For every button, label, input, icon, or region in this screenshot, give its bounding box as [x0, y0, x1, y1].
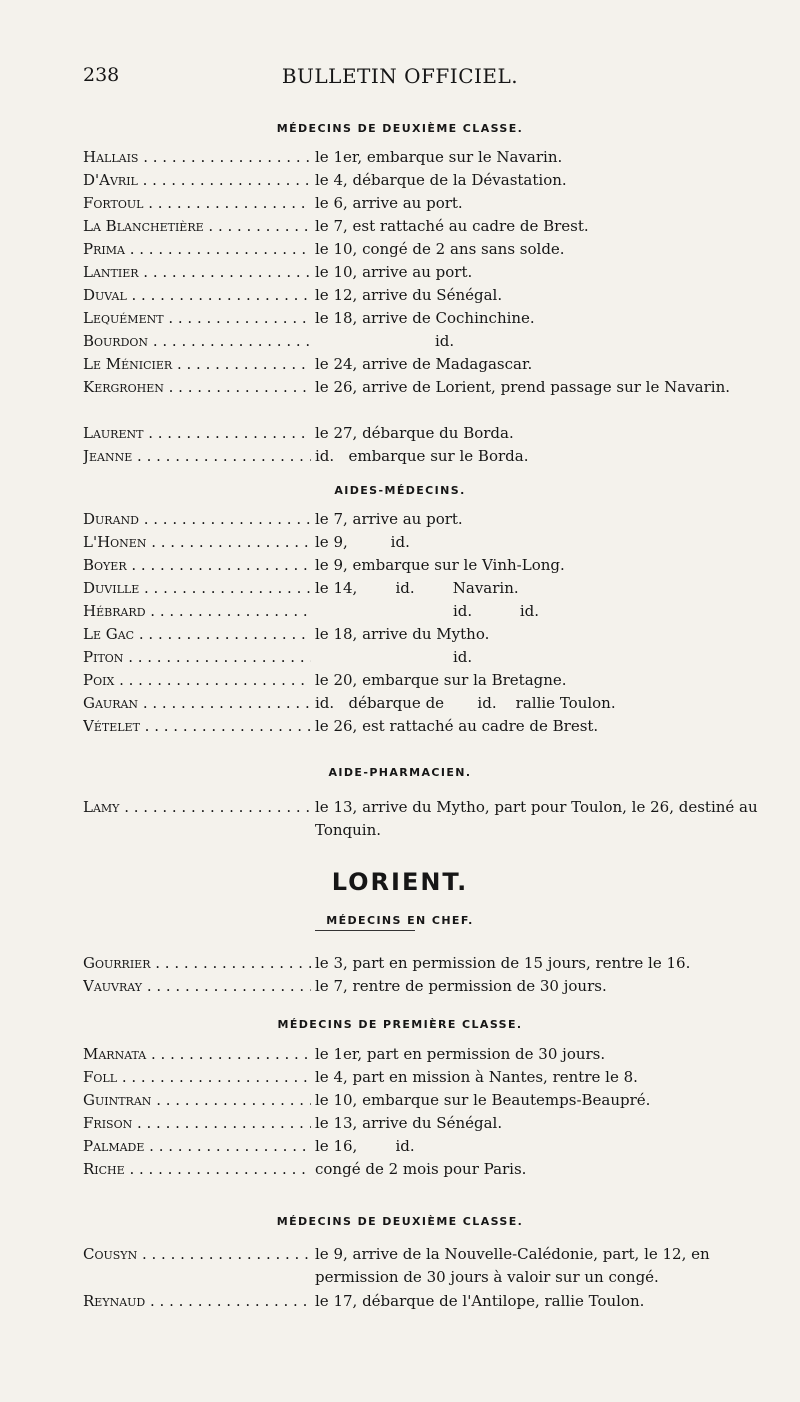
entry-text: le 7, rentre de permission de 30 jours. — [315, 977, 607, 995]
section-title: MÉDECINS EN CHEF. — [326, 914, 474, 927]
entry-text: le 13, arrive du Sénégal. — [315, 1114, 503, 1132]
entry-name: D'Avril . . . — [83, 169, 311, 191]
section-title: AIDE-PHARMACIEN. — [328, 766, 472, 779]
entry-name: Le Ménicier . . . — [83, 353, 311, 375]
entry-text: le 4, débarque de la Dévastation. — [315, 171, 567, 189]
entry-name: Gauran . . . — [83, 692, 311, 714]
divider — [315, 930, 415, 931]
page-number: 238 — [83, 64, 120, 86]
entry-name: Bourdon . . . — [83, 330, 311, 352]
page-header — [0, 62, 800, 90]
entry-name: Durand . . . — [83, 508, 311, 530]
entry-name: Riche . . . — [83, 1158, 311, 1180]
entry-text: le 10, congé de 2 ans sans solde. — [315, 240, 565, 258]
entry-text: le 20, embarque sur la Bretagne. — [315, 671, 567, 689]
entry-text: le 18, arrive de Cochinchine. — [315, 309, 535, 327]
entry-name: Cousyn . . . — [83, 1243, 311, 1265]
entry-name: Laurent . . . — [83, 422, 311, 444]
entry-text: le 24, arrive de Madagascar. — [315, 355, 533, 373]
entry-text: le 7, arrive au port. — [315, 510, 463, 528]
entry-text: le 7, est rattaché au cadre de Brest. — [315, 217, 589, 235]
entry-text: id. débarque de id. rallie Toulon. — [315, 694, 616, 712]
entry-name: Marnata . . . — [83, 1043, 311, 1065]
entry-name: Prima . . . — [83, 238, 311, 260]
entry-text: le 4, part en mission à Nantes, rentre le 8. — [315, 1068, 638, 1086]
entry-name: Kergrohen . . . — [83, 376, 311, 398]
entry-name: La Blanchetière . . . — [83, 215, 311, 237]
entry-name: Vauvray . . . — [83, 975, 311, 997]
entry-text: le 9, arrive de la Nouvelle-Calédonie, part, le 12, en permission de 30 jours à valoir sur un congé. — [315, 1245, 715, 1286]
entry-text: le 9, embarque sur le Vinh-Long. — [315, 556, 565, 574]
entry-text: id. id. — [453, 602, 540, 620]
entry-name: Duville . . . — [83, 577, 311, 599]
entry-name: Boyer . . . — [83, 554, 311, 576]
entry-text: le 6, arrive au port. — [315, 194, 463, 212]
entry-name: Lantier . . . — [83, 261, 311, 283]
entry-text: le 10, embarque sur le Beautemps-Beaupré. — [315, 1091, 651, 1109]
entry-text: le 16, id. — [315, 1137, 415, 1155]
entry-name: Gourrier . . . — [83, 952, 311, 974]
entry-name: Hébrard . . . — [83, 600, 311, 622]
entry-name: Jeanne . . . — [83, 445, 311, 467]
entry-text: le 13, arrive du Mytho, part pour Toulon, le 26, destiné au Tonquin. — [315, 798, 763, 839]
entry-name: Poix . . . — [83, 669, 311, 691]
section-title: MÉDECINS DE PREMIÈRE CLASSE. — [277, 1018, 523, 1031]
entry-text: id. — [435, 332, 455, 350]
section-title: AIDES-MÉDECINS. — [334, 484, 466, 497]
entry-text: le 1er, embarque sur le Navarin. — [315, 148, 563, 166]
entry-name: L'Honen . . . — [83, 531, 311, 553]
entry-name: Reynaud . . . — [83, 1290, 311, 1312]
entry-name: Palmade . . . — [83, 1135, 311, 1157]
entry-text: id. — [453, 648, 473, 666]
entry-name: Vételet . . . — [83, 715, 311, 737]
entry-name: Le Gac . . . — [83, 623, 311, 645]
city-title: LORIENT. — [331, 868, 469, 896]
entry-text: le 12, arrive du Sénégal. — [315, 286, 503, 304]
entry-name: Frison . . . — [83, 1112, 311, 1134]
section-title: MÉDECINS DE DEUXIÈME CLASSE. — [276, 122, 524, 135]
entry-text: le 3, part en permission de 15 jours, rentre le 16. — [315, 954, 691, 972]
section-title: MÉDECINS DE DEUXIÈME CLASSE. — [276, 1215, 524, 1228]
entry-text: id. embarque sur le Borda. — [315, 447, 529, 465]
entry-text: le 17, débarque de l'Antilope, rallie Toulon. — [315, 1292, 645, 1310]
journal-title: BULLETIN OFFICIEL. — [281, 64, 519, 88]
entry-text: le 26, est rattaché au cadre de Brest. — [315, 717, 599, 735]
entry-name: Lequément . . . — [83, 307, 311, 329]
entry-name: Lamy . . . — [83, 796, 311, 818]
entry-text: le 9, id. — [315, 533, 410, 551]
entry-name: Fortoul . . . — [83, 192, 311, 214]
entry-text: le 27, débarque du Borda. — [315, 424, 514, 442]
entry-text: le 18, arrive du Mytho. — [315, 625, 490, 643]
entry-name: Guintran . . . — [83, 1089, 311, 1111]
entry-name: Piton . . . — [83, 646, 311, 668]
entry-text: le 1er, part en permission de 30 jours. — [315, 1045, 606, 1063]
entry-text: congé de 2 mois pour Paris. — [315, 1160, 527, 1178]
entry-text: le 10, arrive au port. — [315, 263, 473, 281]
entry-name: Foll . . . — [83, 1066, 311, 1088]
entry-text: le 14, id. Navarin. — [315, 579, 519, 597]
entry-name: Duval . . . — [83, 284, 311, 306]
entry-text: le 26, arrive de Lorient, prend passage sur le Navarin. — [315, 378, 731, 396]
entry-name: Hallais . . . — [83, 146, 311, 168]
